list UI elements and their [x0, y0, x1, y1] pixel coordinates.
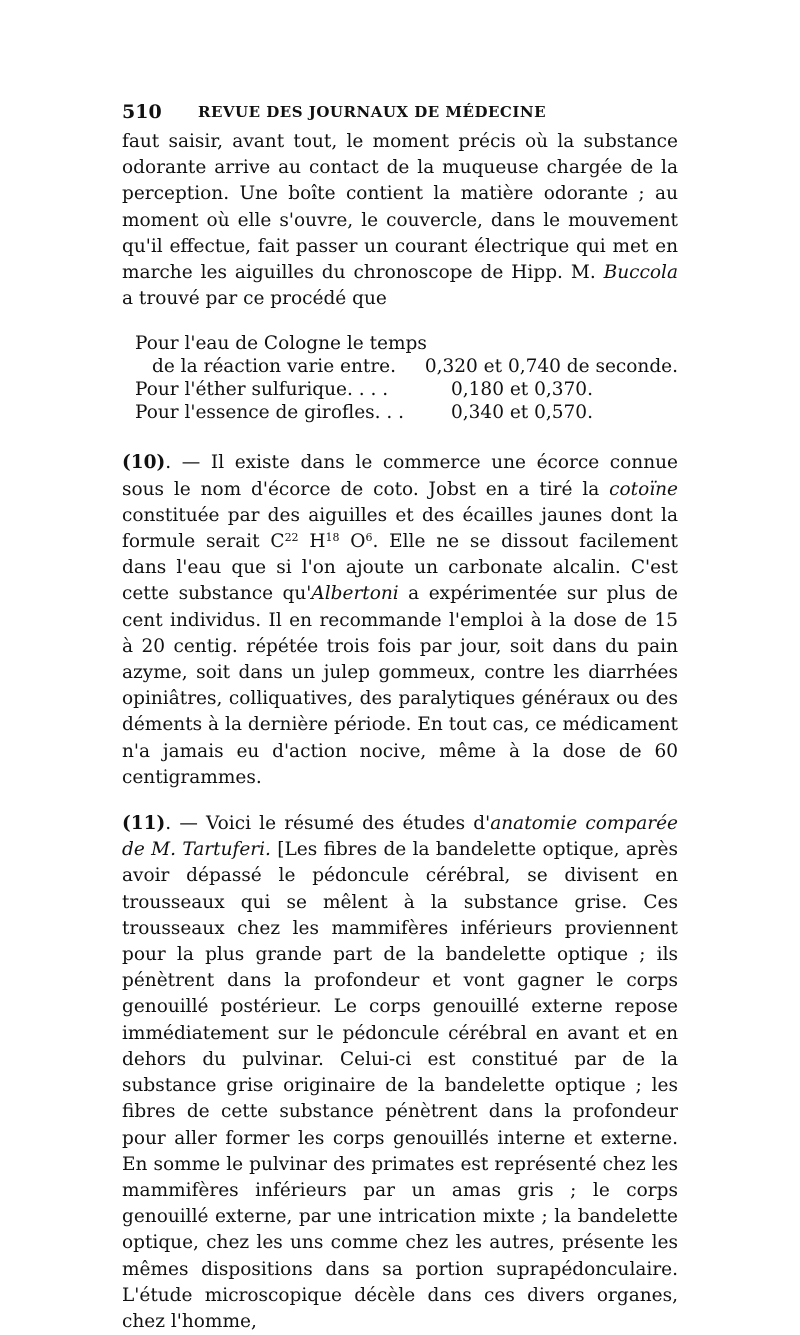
section-10-paragraph [122, 450, 678, 791]
row-label: Pour l'éther sulfurique. . . . [135, 379, 389, 401]
intro-text: faut saisir, avant tout, le moment précis où la substance odorante arrive au contact de la muqueuse chargée de la perception. Une boîte contient la matière odorante ; au moment où elle s'ouvre, le couvercle, dans le mouvement qu'il effectue, fait passer un courant électrique qui met en marche les aiguilles du chronoscope de Hipp. M. [122, 131, 678, 284]
page-number: 510 [122, 101, 162, 123]
section-11-paragraph [122, 811, 678, 1335]
row-label: Pour l'eau de Cologne le temps [135, 333, 427, 355]
table-row [135, 378, 678, 401]
table-row [135, 401, 678, 424]
intro-paragraph [122, 129, 678, 312]
chemical-formula: $C^{22}$ $H^{18}$ $O^6$ [270, 531, 373, 553]
row-value: 0,320 et 0,740 de seconde. [424, 356, 678, 378]
row-label: de la réaction varie entre. [152, 356, 397, 378]
author-buccola: Buccola [603, 262, 678, 284]
page-header [122, 95, 678, 129]
section-11-text-b: [Les fibres de la bandelette optique, après avoir dépassé le pédoncule cérébral, se divisent en trousseaux qui se mêlent à la substance grise. Ces trousseaux chez les mammifères inférieurs proviennent pour la plus grande part de la bandelette optique ; ils pénètrent dans la profondeur et vont gagner le corps genouillé postérieur. Le corps genouillé externe repose immédiatement sur le pédoncule cérébral en avant et en dehors du pulvinar. Celui-ci est constitué par de la substance grise originaire de la bandelette optique ; les fibres de cette substance pénètrent dans la profondeur pour aller former les corps genouillés interne et externe. En somme le pulvinar des primates est représenté chez les mammifères inférieurs par un amas gris ; le corps genouillé externe, par une intrication mixte ; la bandelette optique, chez les uns comme chez les autres, présente les mêmes dispositions dans sa portion suprapédonculaire. L'étude microscopique décèle dans ces divers organes, chez l'homme, [122, 839, 678, 1332]
row-value: 0,180 et 0,370. [451, 379, 593, 401]
section-10-text-d: a expérimentée sur plus de cent individus. Il en recommande l'emploi à la dose de 15 à 20 centig. répétée trois fois par jour, soit dans du pain azyme, soit dans un julep gommeux, contre les diarrhées opiniâtres, colliquatives, des paralytiques généraux ou des déments à la dernière période. En tout cas, ce médicament n'a jamais eu d'action nocive, même à la dose de 60 centigrammes. [122, 583, 679, 788]
intro-tail: a trouvé par ce procédé que [122, 288, 387, 310]
document-page [122, 95, 678, 1335]
section-10-number: (10) [122, 452, 166, 474]
table-row [135, 332, 678, 355]
section-11-text-a: . — Voici le résumé des études d' [165, 813, 491, 835]
section-10-text-c: . Elle ne se dissout facilement dans l'eau que si l'on ajoute un carbonate alcalin. C'est cette substance qu' [122, 531, 678, 605]
row-value: 0,340 et 0,570. [451, 402, 593, 424]
table-row [135, 355, 678, 378]
cotoine-term: cotoïne [609, 478, 678, 500]
author-albertoni: Albertoni [311, 583, 399, 605]
section-11-number: (11) [122, 813, 166, 835]
anatomie-comparee-title: anatomie comparée de M. Tartuferi. [122, 813, 678, 861]
section-10-text-b: constituée par des aiguilles et des écailles jaunes dont la formule serait [122, 504, 678, 553]
reaction-time-table [135, 332, 678, 424]
running-title: REVUE DES JOURNAUX DE MÉDECINE [198, 103, 547, 121]
section-10-text-a: . — Il existe dans le commerce une écorce connue sous le nom d'écorce de coto. Jobst en a tiré la [122, 452, 678, 500]
row-label: Pour l'essence de girofles. . . [135, 402, 405, 424]
